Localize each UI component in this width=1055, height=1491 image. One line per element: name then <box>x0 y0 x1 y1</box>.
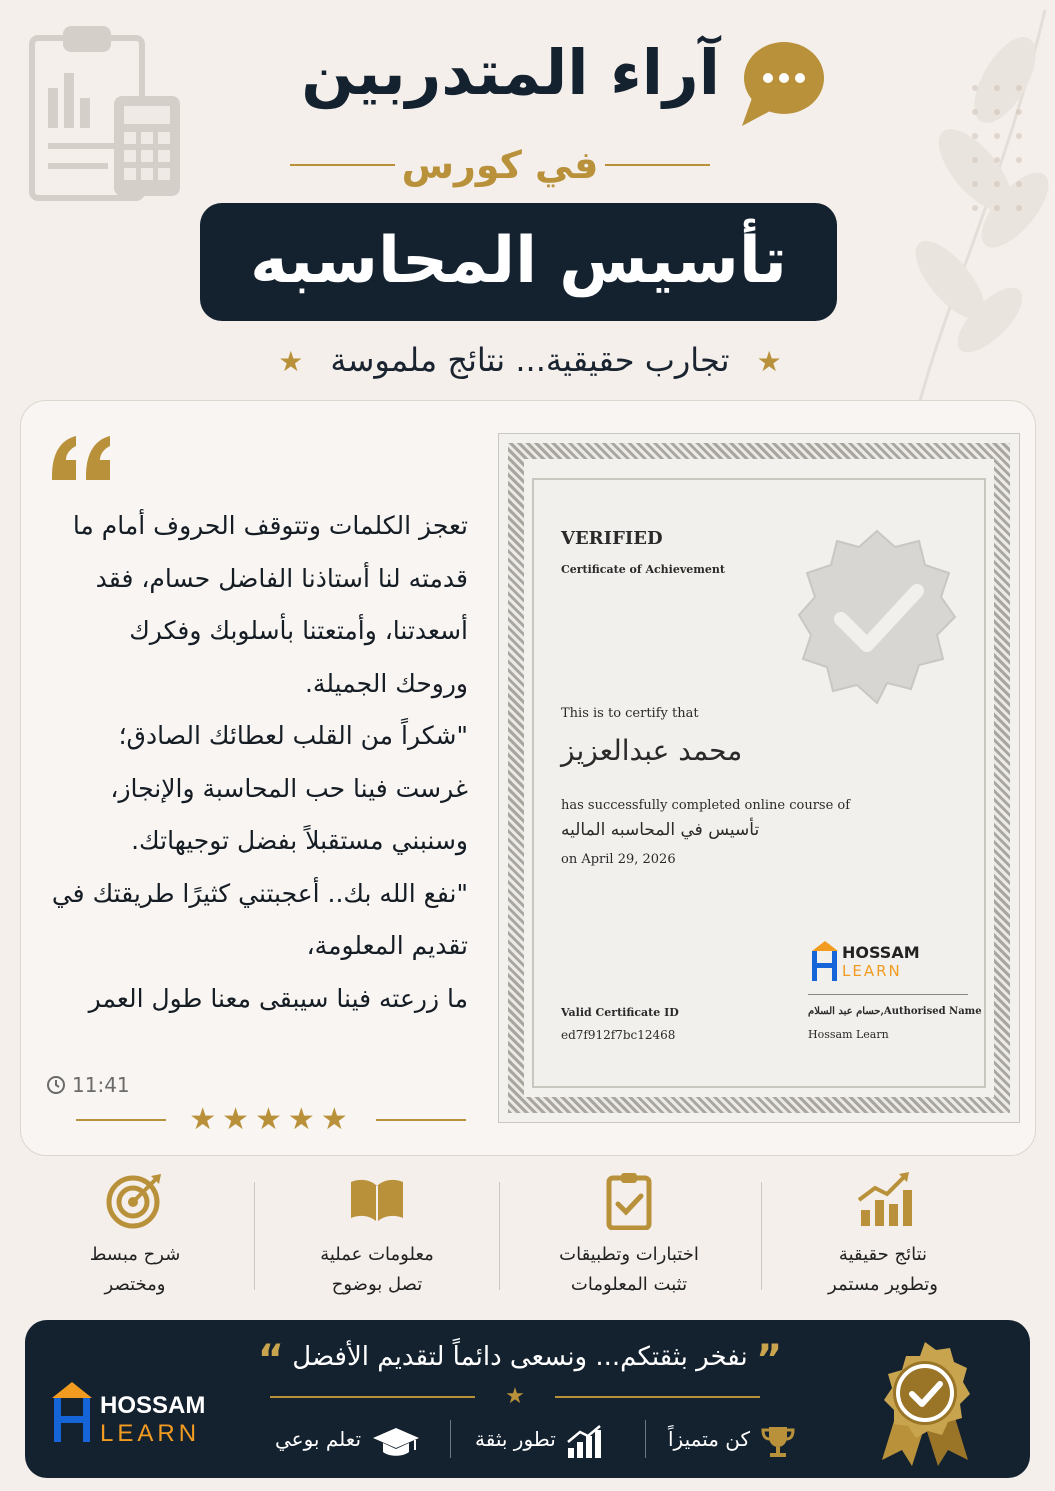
book-icon <box>347 1170 407 1230</box>
certificate-logo <box>808 935 928 985</box>
footer-divider <box>645 1420 646 1458</box>
divider-line <box>376 1119 466 1121</box>
growth-chart-icon <box>853 1170 913 1230</box>
certificate-completed-text: has successfully completed online course of <box>561 798 851 813</box>
footer-item-excel <box>668 1418 796 1460</box>
subtitle: في كورس <box>401 143 599 187</box>
time-value: 11:41 <box>72 1073 130 1097</box>
rating-stars: ★★★★★ <box>189 1102 354 1137</box>
testimonial-line: "نفع الله بك.. أعجبتني كثيرًا طريقتك في <box>51 878 468 908</box>
timestamp <box>46 1070 130 1100</box>
page-title: آراء المتدربين <box>301 36 720 109</box>
footer-item-label: كن متميزاً <box>668 1427 751 1451</box>
clipboard-check-icon <box>599 1170 659 1230</box>
feature-tests <box>514 1170 744 1305</box>
hossam-learn-logo-icon <box>48 1378 98 1444</box>
footer-item-learn <box>275 1418 421 1460</box>
divider-line <box>270 1396 475 1398</box>
target-icon <box>105 1170 165 1230</box>
certificate-date: on April 29, 2026 <box>561 852 676 867</box>
feature-label <box>514 1240 744 1300</box>
logo-text-top: HOSSAM <box>100 1392 206 1419</box>
feature-line: وتطوير مستمر <box>828 1274 938 1295</box>
footer-star-divider <box>270 1382 760 1412</box>
certificate-course-name: تأسيس في المحاسبه الماليه <box>561 820 760 840</box>
certificate-recipient-name: محمد عبدالعزيز <box>561 734 743 767</box>
logo-text-bottom: LEARN <box>100 1420 201 1447</box>
dot-grid-decoration <box>967 80 1027 230</box>
footer-logo <box>48 1378 218 1448</box>
footer-quote <box>230 1332 810 1382</box>
testimonial-line: وروحك الجميلة. <box>304 668 468 698</box>
testimonial-line: تعجز الكلمات وتتوقف الحروف أمام ما <box>72 511 468 540</box>
star-icon: ★ <box>278 345 304 378</box>
feature-line: اختبارات وتطبيقات <box>559 1244 699 1265</box>
quality-badge-icon <box>870 1338 980 1468</box>
logo-text-bottom: LEARN <box>842 962 902 980</box>
feature-label <box>768 1240 998 1300</box>
hossam-learn-logo-icon <box>808 937 842 983</box>
authorised-name-value: Hossam Learn <box>808 1028 889 1041</box>
divider-line <box>76 1119 166 1121</box>
testimonial-text <box>38 500 468 1030</box>
accounting-clipboard-icon <box>28 18 188 208</box>
authorised-name-label: حسام عبد السلام,Authorised Name <box>808 1006 982 1017</box>
feature-line: نتائج حقيقية <box>838 1244 928 1265</box>
signature-line <box>808 994 968 995</box>
testimonial-line: وسنبني مستقبلاً بفضل توجيهاتك. <box>131 826 468 855</box>
testimonial-line: قدمته لنا أستاذنا الفاضل حسام، فقد <box>95 563 468 593</box>
footer-quote-text: نفخر بثقتكم... ونسعى دائماً لتقديم الأفضل <box>292 1342 748 1372</box>
chat-bubble-icon <box>738 36 828 128</box>
feature-divider <box>761 1182 762 1290</box>
logo-text-top: HOSSAM <box>842 943 920 962</box>
tagline: تجارب حقيقية... نتائج ملموسة <box>330 341 730 379</box>
certificate-id-value: ed7f912f7bc12468 <box>561 1028 676 1042</box>
graduation-cap-icon <box>371 1424 421 1458</box>
footer-item-label: تطور بثقة <box>475 1427 556 1451</box>
footer-item-grow <box>475 1418 604 1460</box>
rating-row <box>76 1100 466 1140</box>
subtitle-row <box>290 140 710 190</box>
feature-line: ومختصر <box>104 1274 166 1295</box>
star-icon: ★ <box>505 1384 525 1409</box>
feature-divider <box>254 1182 255 1290</box>
certificate-certify-text: This is to certify that <box>561 706 699 721</box>
certificate-verified: VERIFIED <box>561 528 663 549</box>
feature-practical-info <box>262 1170 492 1305</box>
footer-divider <box>450 1420 451 1458</box>
verified-seal-icon <box>795 527 960 705</box>
feature-line: تثبت المعلومات <box>570 1274 688 1295</box>
feature-results <box>768 1170 998 1305</box>
feature-line: شرح مبسط <box>89 1244 181 1265</box>
course-banner: تأسيس المحاسبه <box>200 203 837 321</box>
testimonial-line: تقديم المعلومة، <box>306 931 468 960</box>
bar-growth-icon <box>566 1424 604 1458</box>
clock-icon <box>46 1075 66 1095</box>
feature-label <box>262 1240 492 1300</box>
tagline-row <box>230 334 830 386</box>
quote-icon <box>46 420 116 490</box>
quote-icon: “ <box>257 1337 285 1383</box>
star-icon: ★ <box>756 345 782 378</box>
quote-icon: ” <box>755 1337 783 1383</box>
feature-line: معلومات عملية <box>320 1244 434 1265</box>
feature-divider <box>499 1182 500 1290</box>
testimonial-line: "شكراً من القلب لعطائك الصادق؛ <box>118 721 468 750</box>
certificate-subtitle: Certificate of Achievement <box>561 563 725 576</box>
footer-item-label: تعلم بوعي <box>275 1427 362 1451</box>
feature-line: تصل بوضوح <box>331 1274 423 1295</box>
testimonial-line: غرست فينا حب المحاسبة والإنجاز، <box>110 773 468 803</box>
divider-line <box>605 164 710 166</box>
divider-line <box>555 1396 760 1398</box>
feature-simple-explanation <box>20 1170 250 1305</box>
testimonial-line: ما زرعته فينا سيبقى معنا طول العمر <box>88 983 468 1013</box>
trophy-icon <box>760 1423 796 1459</box>
certificate-id-label: Valid Certificate ID <box>561 1006 679 1019</box>
testimonial-line: أسعدتنا، وأمتعتنا بأسلوبك وفكرك <box>129 616 468 645</box>
feature-label <box>20 1240 250 1300</box>
